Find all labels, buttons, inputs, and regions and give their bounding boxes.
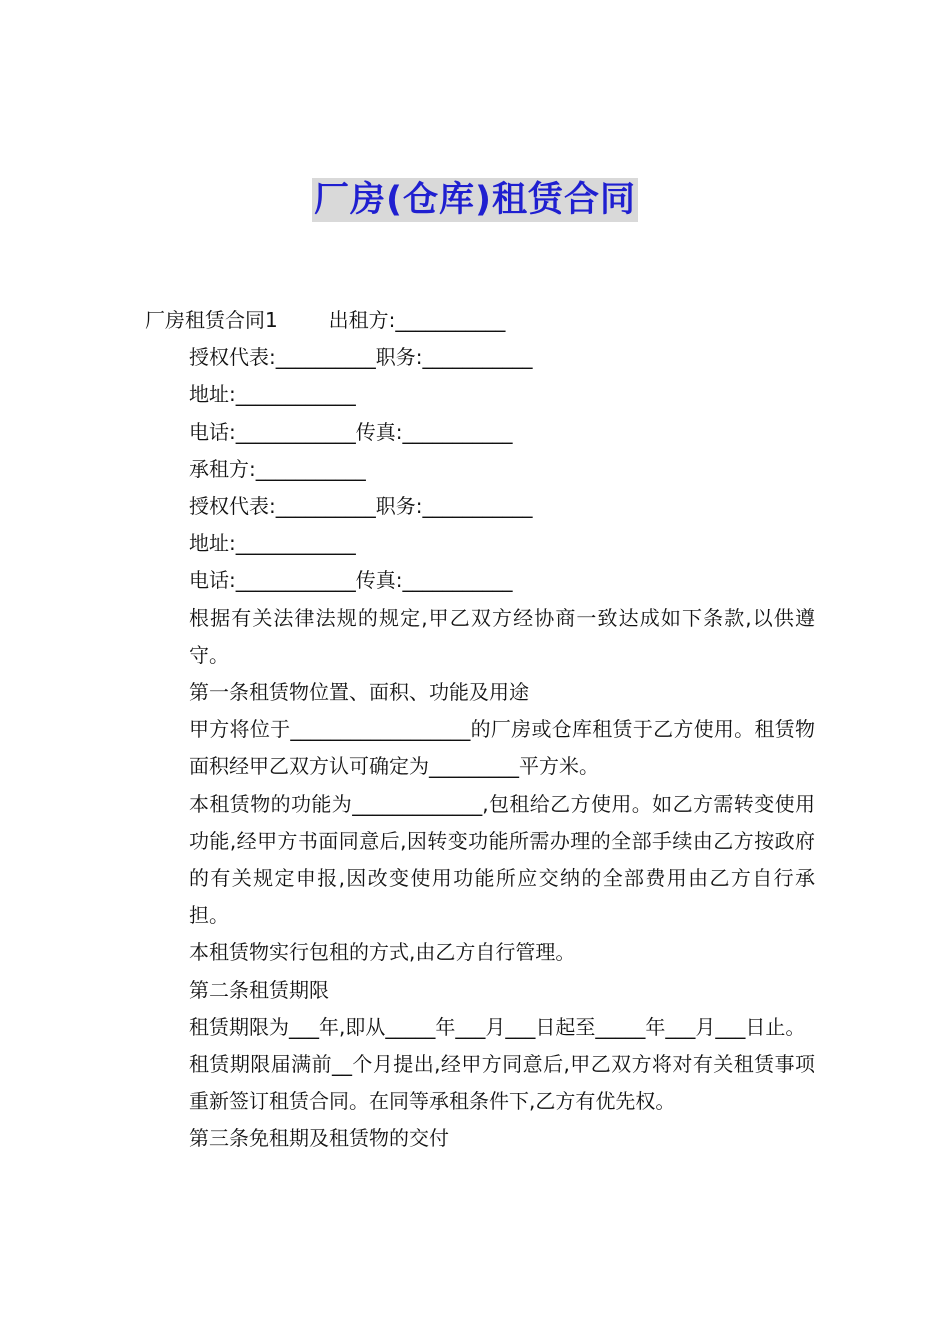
section-heading: 第二条租赁期限 [189, 977, 329, 1002]
paragraph: 根据有关法律法规的规定,甲乙双方经协商一致达成如下条款,以供遵守。 [189, 605, 815, 667]
paragraph: 本租赁物的功能为_____________,包租给乙方使用。如乙方需转变使用功能,经甲方书面同意后,因转变功能所需办理的全部手续由乙方按政府的有关规定申报,因改变使用功能所应交纳的全部费用由乙方自行承担。 [189, 791, 815, 928]
paragraph: 甲方将位于__________________的厂房或仓库租赁于乙方使用。租赁物面积经甲乙双方认可确定为_________平方米。 [189, 717, 815, 779]
paragraph: 租赁期限为___年,即从_____年___月___日起至_____年___月___日止。 [189, 1014, 806, 1039]
title-container [0, 178, 950, 222]
paragraph: 地址:____________ [189, 382, 356, 407]
paragraph: 租赁期限届满前__个月提出,经甲方同意后,甲乙双方将对有关租赁事项重新签订租赁合同。在同等承租条件下,乙方有优先权。 [189, 1052, 815, 1114]
paragraph: 授权代表:__________职务:___________ [189, 345, 533, 370]
section-heading: 第一条租赁物位置、面积、功能及用途 [189, 680, 529, 705]
paragraph: 厂房租赁合同1 出租方:___________ [145, 308, 506, 332]
paragraph: 地址:____________ [189, 531, 356, 556]
document-body [145, 302, 815, 1158]
paragraph: 授权代表:__________职务:___________ [189, 494, 533, 519]
paragraph: 电话:____________传真:___________ [189, 568, 513, 593]
document-title: 厂房(仓库)租赁合同 [314, 180, 636, 220]
paragraph: 本租赁物实行包租的方式,由乙方自行管理。 [189, 940, 576, 965]
paragraph: 电话:____________传真:___________ [189, 419, 513, 444]
section-heading: 第三条免租期及租赁物的交付 [189, 1126, 449, 1151]
paragraph: 承租方:___________ [189, 456, 366, 481]
